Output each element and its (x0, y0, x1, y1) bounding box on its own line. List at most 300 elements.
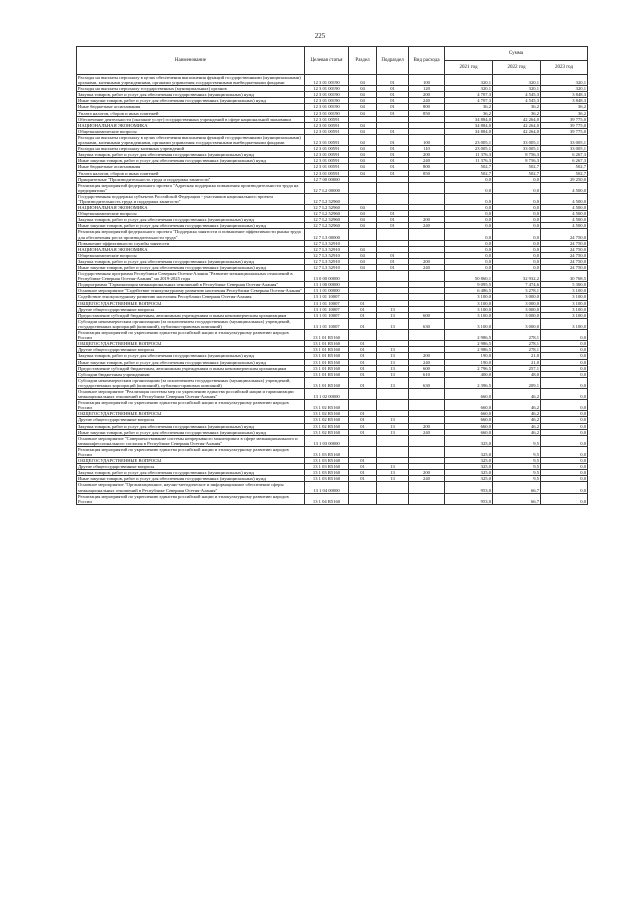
cell-section: 01 (349, 341, 377, 347)
cell-exp-type (409, 493, 445, 504)
cell-name: НАЦИОНАЛЬНАЯ ЭКОНОМИКА (77, 205, 305, 211)
budget-table (76, 46, 588, 505)
cell-target: 13 1 01 R5160 (305, 353, 349, 359)
cell-2021: 0,0 (445, 176, 493, 182)
cell-2023: 39 775,0 (541, 122, 588, 128)
cell-2022: 9,5 (493, 446, 541, 457)
cell-2022: 33 005,1 (493, 146, 541, 152)
cell-name: Государственная поддержка субъектов Российской Федерации - участников национального проекта "Производительность труда и поддержка занятости" (77, 193, 305, 204)
cell-exp-type: 240 (409, 158, 445, 164)
cell-target: 13 1 01 R5160 (305, 330, 349, 341)
cell-2022: 46,2 (493, 423, 541, 429)
cell-2021: 11 376,3 (445, 158, 493, 164)
cell-name: Закупка товаров, работ и услуг для обеспечения государственных (муниципальных) нужд (77, 353, 305, 359)
cell-2023: 3 100,0 (541, 306, 588, 312)
cell-target: 13 1 01 00000 (305, 288, 349, 294)
cell-section: 01 (349, 359, 377, 365)
cell-2021: 2 986,5 (445, 341, 493, 347)
cell-2021: 400,0 (445, 371, 493, 377)
cell-name: Иные закупки товаров, работ и услуг для обеспечения государственных (муниципальных) нужд (77, 359, 305, 365)
cell-2022: 33 005,1 (493, 134, 541, 145)
cell-section: 01 (349, 476, 377, 482)
cell-2023: 6 267,3 (541, 158, 588, 164)
cell-2023: 4 500,0 (541, 182, 588, 193)
cell-target: 13 1 01 10007 (305, 306, 349, 312)
cell-section: 04 (349, 86, 377, 92)
cell-2022: 7 474,6 (493, 282, 541, 288)
cell-2022: 0,0 (493, 246, 541, 252)
cell-target: 12 7 L2 52960 (305, 217, 349, 223)
cell-2022: 320,1 (493, 86, 541, 92)
cell-exp-type: 200 (409, 423, 445, 429)
cell-2022: 0,0 (493, 240, 541, 246)
cell-2021: 3 100,0 (445, 294, 493, 300)
cell-2021: 9 095,5 (445, 282, 493, 288)
cell-subsection: 01 (377, 110, 409, 116)
cell-target: 13 1 00 00000 (305, 282, 349, 288)
cell-2023: 33 005,1 (541, 134, 588, 145)
cell-subsection: 01 (377, 98, 409, 104)
cell-subsection: 01 (377, 265, 409, 271)
cell-2023: 0,0 (541, 446, 588, 457)
cell-name: Обеспечение деятельности (оказание услуг) государственных учреждений в сфере национальной экономики (77, 116, 305, 122)
cell-2021: 325,0 (445, 464, 493, 470)
cell-target: 12 3 01 00591 (305, 128, 349, 134)
cell-name: Реализация мероприятий по укреплению единства российской нации и этнокультурному развитию народов России (77, 493, 305, 504)
cell-exp-type: 240 (409, 98, 445, 104)
cell-section: 04 (349, 158, 377, 164)
cell-2023: 4 500,0 (541, 193, 588, 204)
cell-2021: 190,0 (445, 353, 493, 359)
cell-2021: 23 005,1 (445, 146, 493, 152)
cell-section: 04 (349, 75, 377, 86)
cell-2022: 46,2 (493, 429, 541, 435)
cell-subsection: 13 (377, 470, 409, 476)
cell-target: 13 1 02 00000 (305, 388, 349, 399)
cell-exp-type: 800 (409, 164, 445, 170)
table-row (77, 193, 588, 204)
cell-section: 01 (349, 306, 377, 312)
cell-section: 01 (349, 347, 377, 353)
cell-section: 04 (349, 265, 377, 271)
cell-subsection: 13 (377, 353, 409, 359)
cell-exp-type (409, 446, 445, 457)
cell-exp-type (409, 271, 445, 282)
cell-name: Повышение эффективности службы занятости (77, 240, 305, 246)
cell-section: 04 (349, 98, 377, 104)
cell-2023: 0,0 (541, 493, 588, 504)
cell-target: 13 1 04 R5160 (305, 493, 349, 504)
cell-2023: 24 750,0 (541, 252, 588, 258)
cell-2022: 3 000,0 (493, 318, 541, 329)
cell-target: 13 1 02 R5160 (305, 400, 349, 411)
cell-name: Иные закупки товаров, работ и услуг для обеспечения государственных (муниципальных) нужд (77, 98, 305, 104)
cell-exp-type: 850 (409, 110, 445, 116)
cell-name: Другие общегосударственные вопросы (77, 464, 305, 470)
cell-target: 12 3 01 00591 (305, 170, 349, 176)
cell-2021: 3 100,0 (445, 306, 493, 312)
cell-2023: 5 300,0 (541, 282, 588, 288)
cell-exp-type: 630 (409, 377, 445, 388)
cell-section (349, 388, 377, 399)
cell-name: Иные закупки товаров, работ и услуг для обеспечения государственных (муниципальных) нужд (77, 265, 305, 271)
cell-2022: 21,0 (493, 359, 541, 365)
cell-target: 12 3 01 00591 (305, 164, 349, 170)
cell-exp-type (409, 400, 445, 411)
cell-2023: 39 775,0 (541, 116, 588, 122)
cell-2023: 0,0 (541, 464, 588, 470)
cell-section: 04 (349, 110, 377, 116)
cell-2022: 3 278,1 (493, 288, 541, 294)
cell-2022: 278,1 (493, 341, 541, 347)
cell-name: Закупка товаров, работ и услуг для обеспечения государственных (муниципальных) нужд (77, 152, 305, 158)
cell-subsection: 01 (377, 86, 409, 92)
cell-2022: 36,2 (493, 110, 541, 116)
cell-subsection: 01 (377, 170, 409, 176)
cell-2021: 2 796,5 (445, 365, 493, 371)
cell-2022: 0,0 (493, 223, 541, 229)
cell-2021: 0,0 (445, 229, 493, 240)
cell-subsection: 01 (377, 134, 409, 145)
cell-section: 04 (349, 252, 377, 258)
cell-name: Иные закупки товаров, работ и услуг для обеспечения государственных (муниципальных) нужд (77, 476, 305, 482)
cell-2021: 660,0 (445, 423, 493, 429)
cell-section: 04 (349, 258, 377, 264)
cell-name: Расходы на выплаты персоналу казенных учреждений (77, 146, 305, 152)
cell-2023: 3 100,0 (541, 312, 588, 318)
cell-exp-type: 600 (409, 365, 445, 371)
table-row (77, 482, 588, 493)
cell-2022: 0,0 (493, 217, 541, 223)
cell-2023: 502,7 (541, 164, 588, 170)
cell-name: Субсидии бюджетным учреждениям (77, 371, 305, 377)
table-body (77, 75, 588, 505)
cell-exp-type: 240 (409, 476, 445, 482)
cell-target: 12 7 L2 52960 (305, 211, 349, 217)
cell-exp-type: 200 (409, 470, 445, 476)
cell-subsection (377, 446, 409, 457)
cell-subsection (377, 330, 409, 341)
cell-2023: 24 750,0 (541, 265, 588, 271)
cell-subsection: 01 (377, 258, 409, 264)
cell-2021: 0,0 (445, 258, 493, 264)
cell-subsection: 01 (377, 211, 409, 217)
cell-section (349, 193, 377, 204)
cell-2022: 0,0 (493, 205, 541, 211)
cell-target: 12 3 01 00591 (305, 152, 349, 158)
cell-target: 13 1 02 R5160 (305, 417, 349, 423)
cell-2022: 0,0 (493, 193, 541, 204)
cell-2022: 4 545,3 (493, 98, 541, 104)
cell-exp-type (409, 182, 445, 193)
cell-section (349, 493, 377, 504)
cell-subsection (377, 193, 409, 204)
cell-2021: 3 100,0 (445, 312, 493, 318)
cell-section (349, 400, 377, 411)
cell-2022: 209,1 (493, 377, 541, 388)
cell-name: Реализация мероприятий федерального проекта "Поддержка занятости и повышение эффективности рынка труда для обеспечения роста производительности труда" (77, 229, 305, 240)
cell-2021: 4 707,3 (445, 92, 493, 98)
cell-2021: 36,2 (445, 104, 493, 110)
cell-target: 13 1 02 R5160 (305, 411, 349, 417)
cell-subsection (377, 493, 409, 504)
cell-2022: 0,0 (493, 258, 541, 264)
cell-target: 13 1 01 R5160 (305, 365, 349, 371)
cell-name: Субсидии некоммерческим организациям (за исключением государственных (муниципальных) учреждений, государственных корпораций (компаний), публично-правовых компаний) (77, 377, 305, 388)
cell-name: Реализация мероприятий по укреплению единства российской нации и этнокультурному развитию народов России (77, 446, 305, 457)
cell-section (349, 482, 377, 493)
cell-subsection (377, 229, 409, 240)
cell-name: ОБЩЕГОСУДАРСТВЕННЫЕ ВОПРОСЫ (77, 458, 305, 464)
cell-section (349, 435, 377, 446)
cell-2021: 0,0 (445, 246, 493, 252)
cell-exp-type: 200 (409, 353, 445, 359)
cell-2021: 2 986,5 (445, 347, 493, 353)
cell-section (349, 229, 377, 240)
cell-2021: 320,1 (445, 86, 493, 92)
cell-2023: 4 500,0 (541, 205, 588, 211)
cell-subsection: 13 (377, 318, 409, 329)
cell-name: Содействие этнокультурному развитию населения Республики Северная Осетия-Алания (77, 294, 305, 300)
cell-subsection: 01 (377, 252, 409, 258)
cell-2022: 3 000,0 (493, 294, 541, 300)
cell-2021: 3 100,0 (445, 318, 493, 329)
cell-section (349, 446, 377, 457)
cell-2023: 0,0 (541, 411, 588, 417)
cell-target: 13 1 03 R5160 (305, 446, 349, 457)
cell-subsection: 01 (377, 223, 409, 229)
cell-target: 12 3 01 00591 (305, 134, 349, 145)
cell-2021: 502,7 (445, 164, 493, 170)
table-row (77, 271, 588, 282)
cell-2021: 0,0 (445, 252, 493, 258)
col-header-exp-type: Вид расхода (409, 47, 445, 75)
cell-name: Закупка товаров, работ и услуг для обеспечения государственных (муниципальных) нужд (77, 92, 305, 98)
cell-2023: 0,0 (541, 330, 588, 341)
cell-exp-type: 200 (409, 258, 445, 264)
cell-2021: 953,0 (445, 482, 493, 493)
cell-2021: 34 884,0 (445, 116, 493, 122)
cell-section: 01 (349, 353, 377, 359)
cell-exp-type: 200 (409, 152, 445, 158)
cell-section: 01 (349, 423, 377, 429)
cell-name: ОБЩЕГОСУДАРСТВЕННЫЕ ВОПРОСЫ (77, 341, 305, 347)
cell-exp-type: 200 (409, 92, 445, 98)
cell-target: 12 3 01 00591 (305, 146, 349, 152)
cell-2021: 190,0 (445, 359, 493, 365)
cell-2021: 4 707,3 (445, 98, 493, 104)
cell-name: Иные бюджетные ассигнования (77, 104, 305, 110)
cell-section: 01 (349, 470, 377, 476)
cell-subsection: 01 (377, 217, 409, 223)
cell-section: 01 (349, 464, 377, 470)
cell-section: 04 (349, 152, 377, 158)
cell-section: 04 (349, 211, 377, 217)
cell-2023: 33 005,1 (541, 146, 588, 152)
cell-subsection: 13 (377, 429, 409, 435)
cell-2021: 0,0 (445, 217, 493, 223)
cell-section: 04 (349, 134, 377, 145)
cell-subsection: 13 (377, 359, 409, 365)
cell-2022: 502,7 (493, 170, 541, 176)
cell-target: 13 1 01 10007 (305, 294, 349, 300)
cell-2021: 953,0 (445, 493, 493, 504)
cell-2021: 0,0 (445, 182, 493, 193)
cell-target: 13 1 03 R5160 (305, 458, 349, 464)
cell-name: Общеэкономические вопросы (77, 252, 305, 258)
cell-2022: 36,2 (493, 104, 541, 110)
table-row (77, 330, 588, 341)
cell-2021: 50 860,1 (445, 271, 493, 282)
table-row (77, 446, 588, 457)
cell-subsection (377, 400, 409, 411)
cell-exp-type: 240 (409, 223, 445, 229)
cell-2022: 3 000,0 (493, 312, 541, 318)
cell-2021: 660,0 (445, 411, 493, 417)
cell-section: 04 (349, 164, 377, 170)
budget-table-container (76, 46, 587, 505)
cell-subsection: 13 (377, 371, 409, 377)
cell-2023: 24 750,0 (541, 258, 588, 264)
cell-section: 01 (349, 417, 377, 423)
cell-subsection: 13 (377, 312, 409, 318)
cell-2022: 21,0 (493, 353, 541, 359)
cell-target: 12 7 L3 52910 (305, 246, 349, 252)
cell-target: 12 3 01 00190 (305, 75, 349, 86)
cell-target: 12 3 01 00591 (305, 122, 349, 128)
cell-2021: 2 396,5 (445, 377, 493, 388)
cell-name: Общеэкономические вопросы (77, 128, 305, 134)
cell-section (349, 182, 377, 193)
cell-2023: 24 750,0 (541, 240, 588, 246)
cell-name: Другие общегосударственные вопросы (77, 347, 305, 353)
cell-section: 01 (349, 458, 377, 464)
cell-target: 12 3 01 00190 (305, 86, 349, 92)
cell-2021: 0,0 (445, 223, 493, 229)
cell-name: Иные закупки товаров, работ и услуг для обеспечения государственных (муниципальных) нужд (77, 223, 305, 229)
cell-2021: 0,0 (445, 265, 493, 271)
cell-target: 12 3 01 00591 (305, 158, 349, 164)
cell-exp-type: 610 (409, 371, 445, 377)
cell-target: 13 1 01 R5160 (305, 371, 349, 377)
cell-2023: 0,0 (541, 429, 588, 435)
cell-2022: 257,1 (493, 365, 541, 371)
cell-target: 13 1 03 R5160 (305, 476, 349, 482)
cell-2021: 0,0 (445, 211, 493, 217)
cell-name: Подпрограмма "Гармонизация межнациональных отношений в Республике Северная Осетия-Алания" (77, 282, 305, 288)
cell-2022: 502,7 (493, 164, 541, 170)
cell-2022: 320,1 (493, 75, 541, 86)
cell-target: 13 1 02 R5160 (305, 429, 349, 435)
col-header-2023: 2023 год (541, 61, 588, 75)
cell-name: Уплата налогов, сборов и иных платежей (77, 170, 305, 176)
cell-2022: 0,0 (493, 176, 541, 182)
cell-2023: 24 750,0 (541, 229, 588, 240)
cell-2023: 0,0 (541, 341, 588, 347)
cell-name: Уплата налогов, сборов и иных платежей (77, 110, 305, 116)
cell-name: Расходы на выплаты персоналу в целях обеспечения выполнения функций государственными (муниципальными) органами, казенными учреждениями, органами управления государственными внебюджетными фондами (77, 75, 305, 86)
table-row (77, 182, 588, 193)
cell-2023: 4 500,0 (541, 223, 588, 229)
cell-name: Общеэкономические вопросы (77, 211, 305, 217)
cell-subsection (377, 435, 409, 446)
cell-2023: 0,0 (541, 458, 588, 464)
table-row (77, 318, 588, 329)
cell-name: НАЦИОНАЛЬНАЯ ЭКОНОМИКА (77, 122, 305, 128)
cell-2021: 325,0 (445, 476, 493, 482)
cell-2021: 320,1 (445, 75, 493, 86)
cell-2023: 39 775,0 (541, 128, 588, 134)
cell-2022: 66,7 (493, 482, 541, 493)
cell-2021: 36,2 (445, 110, 493, 116)
cell-name: Основное мероприятие "Содействие этнокультурному развитию населения Республики Северная Осетия-Алания" (77, 288, 305, 294)
col-header-name: Наименование (77, 47, 305, 75)
cell-subsection: 13 (377, 365, 409, 371)
cell-2023: 3 848,3 (541, 92, 588, 98)
cell-name: Государственная программа Республики Северная Осетия-Алания "Развитие межнациональных отношений в Республике Северная Осетия-Алания" на 2019-2025 годы (77, 271, 305, 282)
cell-target: 13 1 04 00000 (305, 482, 349, 493)
cell-exp-type: 240 (409, 359, 445, 365)
cell-exp-type (409, 482, 445, 493)
cell-subsection: 13 (377, 347, 409, 353)
cell-name: Субсидии некоммерческим организациям (за исключением государственных (муниципальных) учреждений, государственных корпораций (компаний), публично-правовых компаний) (77, 318, 305, 329)
cell-2023: 6 267,3 (541, 152, 588, 158)
cell-2022: 9,5 (493, 458, 541, 464)
cell-2022: 8 756,3 (493, 152, 541, 158)
cell-2023: 0,0 (541, 476, 588, 482)
col-header-2021: 2021 год (445, 61, 493, 75)
cell-target: 12 3 01 00190 (305, 98, 349, 104)
table-row (77, 388, 588, 399)
cell-2023: 4 500,0 (541, 217, 588, 223)
cell-2022: 46,2 (493, 400, 541, 411)
cell-subsection: 13 (377, 423, 409, 429)
cell-2023: 320,1 (541, 75, 588, 86)
cell-2022: 3 000,0 (493, 300, 541, 306)
cell-name: Реализация мероприятий по укреплению единства российской нации и этнокультурному развитию народов России (77, 330, 305, 341)
cell-2023: 0,0 (541, 470, 588, 476)
cell-2021: 11 376,3 (445, 152, 493, 158)
cell-2021: 23 005,1 (445, 134, 493, 145)
table-row (77, 435, 588, 446)
cell-target: 12 7 L3 52910 (305, 258, 349, 264)
col-header-section: Раздел (349, 47, 377, 75)
cell-target: 12 7 L2 52960 (305, 205, 349, 211)
cell-2023: 0,0 (541, 353, 588, 359)
cell-2021: 660,0 (445, 388, 493, 399)
cell-subsection: 01 (377, 158, 409, 164)
cell-2022: 9,5 (493, 464, 541, 470)
cell-2021: 660,0 (445, 417, 493, 423)
cell-name: ОБЩЕГОСУДАРСТВЕННЫЕ ВОПРОСЫ (77, 411, 305, 417)
cell-exp-type: 240 (409, 429, 445, 435)
cell-2022: 46,2 (493, 417, 541, 423)
cell-target: 13 1 03 R5160 (305, 470, 349, 476)
cell-2022: 42 264,0 (493, 122, 541, 128)
cell-2023: 3 100,0 (541, 294, 588, 300)
cell-target: 13 1 01 10007 (305, 312, 349, 318)
cell-2022: 278,1 (493, 330, 541, 341)
cell-2022: 0,0 (493, 252, 541, 258)
table-row (77, 134, 588, 145)
cell-name: НАЦИОНАЛЬНАЯ ЭКОНОМИКА (77, 246, 305, 252)
cell-name: Закупка товаров, работ и услуг для обеспечения государственных (муниципальных) нужд (77, 423, 305, 429)
cell-2021: 325,0 (445, 435, 493, 446)
cell-target: 13 1 01 R5160 (305, 341, 349, 347)
cell-exp-type (409, 193, 445, 204)
cell-exp-type: 200 (409, 217, 445, 223)
cell-exp-type: 630 (409, 318, 445, 329)
